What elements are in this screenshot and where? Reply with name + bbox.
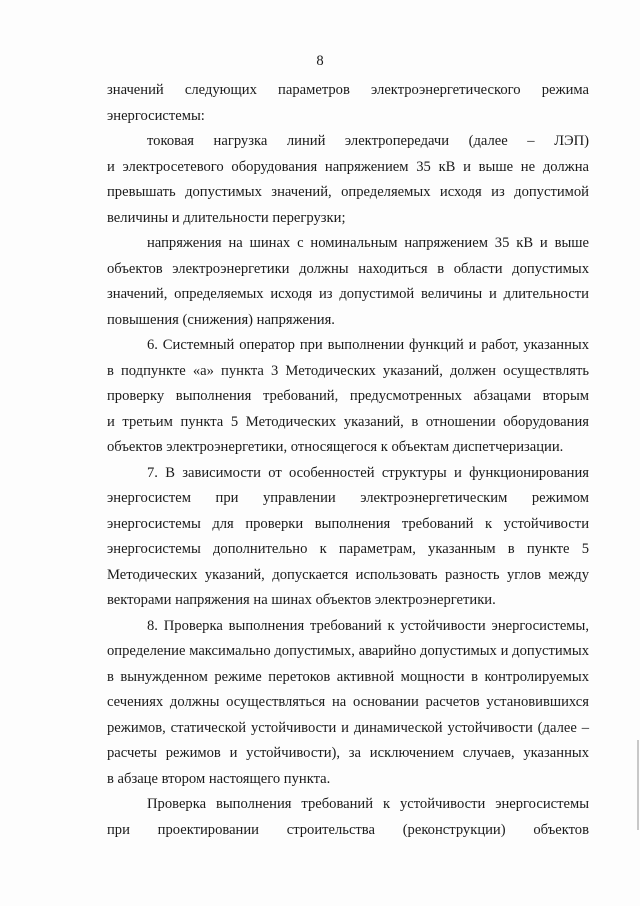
text-line: Методических указаний, допускается использовать разность углов между (107, 567, 589, 583)
text-line: токовая нагрузка линий электропередачи (далее – ЛЭП) (147, 133, 589, 149)
text-line: расчеты режимов и устойчивости), за исключением случаев, указанных (107, 745, 589, 761)
text-line: 7. В зависимости от особенностей структуры и функционирования (147, 465, 589, 481)
text-line: энергосистемы дополнительно к параметрам, указанным в пункте 5 (107, 541, 589, 557)
text-line: и электросетевого оборудования напряжением 35 кВ и выше не должна (107, 159, 589, 175)
text-line: векторами напряжения на шинах объектов электроэнергетики. (107, 592, 496, 608)
text-line: значений следующих параметров электроэнергетического режима (107, 82, 589, 98)
text-line: в вынужденном режиме перетоков активной мощности в контролируемых (107, 669, 589, 685)
text-line: 8. Проверка выполнения требований к устойчивости энергосистемы, (147, 618, 589, 634)
text-line: энергосистем при управлении электроэнергетическим режимом (107, 490, 589, 506)
text-line: сечениях должны осуществляться на основании расчетов установившихся (107, 694, 589, 710)
text-line: энергосистемы для проверки выполнения требований к устойчивости (107, 516, 589, 532)
text-line: величины и длительности перегрузки; (107, 210, 346, 226)
text-line: 6. Системный оператор при выполнении функций и работ, указанных (147, 337, 589, 353)
text-line: значений, определяемых исходя из допустимой величины и длительности (107, 286, 589, 302)
text-line: объектов электроэнергетики должны находиться в области допустимых (107, 261, 589, 277)
text-line: превышать допустимых значений, определяемых исходя из допустимой (107, 184, 589, 200)
text-line: напряжения на шинах с номинальным напряжением 35 кВ и выше (147, 235, 589, 251)
text-line: при проектировании строительства (реконструкции) объектов (107, 822, 589, 838)
text-line: режимов, статической устойчивости и динамической устойчивости (далее – (107, 720, 589, 736)
text-line: объектов электроэнергетики, относящегося к объектам диспетчеризации. (107, 439, 564, 455)
text-line: и третьим пункта 5 Методических указаний, в отношении оборудования (107, 414, 589, 430)
text-line: проверку выполнения требований, предусмотренных абзацами вторым (107, 388, 589, 404)
text-line: энергосистемы: (107, 108, 205, 124)
page-number: 8 (316, 53, 324, 69)
text-line: Проверка выполнения требований к устойчивости энергосистемы (147, 796, 589, 812)
text-line: в подпункте «а» пункта 3 Методических указаний, должен осуществлять (107, 363, 589, 379)
text-line: повышения (снижения) напряжения. (107, 312, 335, 328)
scan-edge-mark (637, 740, 639, 830)
text-line: в абзаце втором настоящего пункта. (107, 771, 331, 787)
text-line: определение максимально допустимых, аварийно допустимых и допустимых (107, 643, 589, 659)
